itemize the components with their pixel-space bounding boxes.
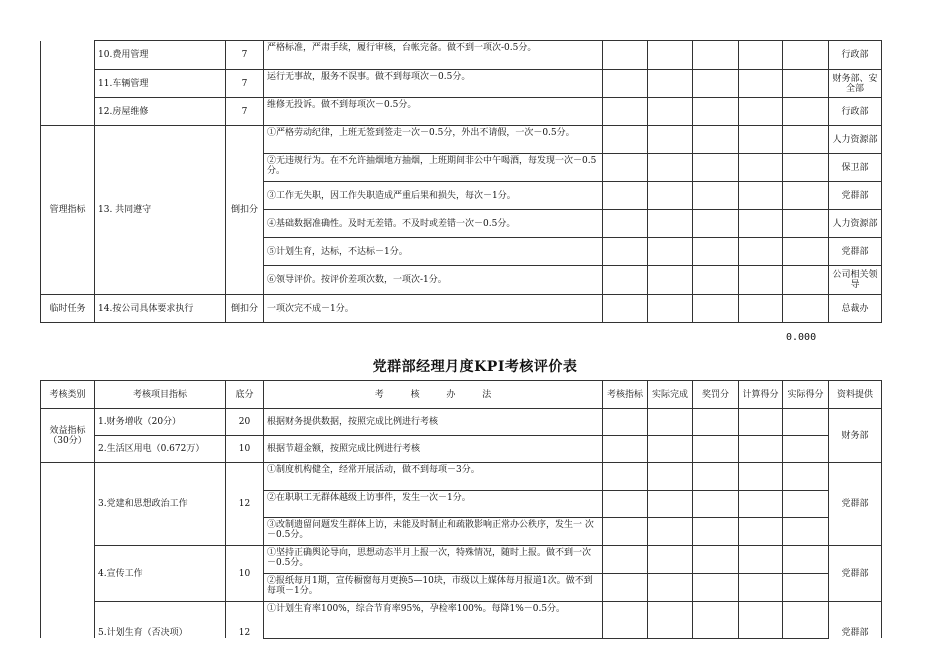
method-cell: ④基础数据准确性。及时无差错。不及时或差错一次－0.5分。 — [264, 210, 603, 238]
score-cell: 7 — [226, 41, 264, 70]
item-cell: 3.党建和思想政治工作 — [95, 463, 226, 546]
table-row — [41, 41, 882, 70]
method-cell: ①严格劳动纪律，上班无签到签走一次－0.5分，外出不请假，一次－0.5分。 — [264, 126, 603, 154]
provider-cell: 财务部、安全部 — [829, 70, 882, 98]
method-cell: 严格标准，严肃手续，履行审核，台帐完备。做不到一项次-0.5分。 — [264, 41, 603, 70]
provider-cell: 总裁办 — [829, 295, 882, 323]
item-cell: 5.计划生育（否决项） — [95, 602, 226, 639]
page-title: 党群部经理月度KPI考核评价表 — [372, 359, 578, 375]
item-cell: 1.财务增收（20分） — [95, 409, 226, 436]
table-row — [41, 546, 882, 574]
method-cell: ①计划生育率100%，综合节育率95%，孕检率100%。每降1%－0.5分。 — [264, 602, 603, 639]
table-row — [41, 463, 882, 491]
score-cell: 10 — [226, 436, 264, 463]
score-cell: 7 — [226, 98, 264, 126]
method-cell: ③工作无失职，因工作失职造成严重后果和损失，每次－1分。 — [264, 182, 603, 210]
item-cell: 10.费用管理 — [95, 41, 226, 70]
method-cell: 运行无事故，服务不误事。做不到每项次－0.5分。 — [264, 70, 603, 98]
method-cell: ⑤计划生育，达标，不达标－1分。 — [264, 238, 603, 266]
top-kpi-table — [40, 40, 882, 323]
provider-cell: 行政部 — [829, 98, 882, 126]
method-cell: ②在职职工无群体越级上访事件，发生一次－1分。 — [264, 491, 603, 518]
table-row — [41, 70, 882, 98]
header-reward: 奖罚分 — [693, 381, 739, 409]
header-real: 实际得分 — [783, 381, 829, 409]
item-cell: 14.按公司具体要求执行 — [95, 295, 226, 323]
provider-cell: 财务部 — [829, 409, 882, 463]
total-value: 0.000 — [786, 332, 817, 343]
method-cell: ②报纸每月1期，宣传橱窗每月更换5—10块，市级以上媒体每月报道1次。做不到每项－1分。 — [264, 574, 603, 602]
provider-cell: 党群部 — [829, 602, 882, 639]
score-cell: 20 — [226, 409, 264, 436]
method-cell: 根据财务提供数据，按照完成比例进行考核 — [264, 409, 603, 436]
method-cell: ①坚持正确舆论导向，思想动态半月上报一次，特殊情况，随时上报。做不到一次－0.5分。 — [264, 546, 603, 574]
item-cell: 4.宣传工作 — [95, 546, 226, 602]
method-cell: 根据节超金额，按照完成比例进行考核 — [264, 436, 603, 463]
header-category: 考核类别 — [41, 381, 95, 409]
header-calc: 计算得分 — [739, 381, 783, 409]
method-cell: ②无违规行为。在不允许抽烟地方抽烟，上班期间非公中午喝酒，每发现一次－0.5分。 — [264, 154, 603, 182]
category-cell: 效益指标（30分） — [41, 409, 95, 463]
score-cell: 12 — [226, 602, 264, 639]
header-provider: 资料提供 — [829, 381, 882, 409]
table-row — [41, 126, 882, 154]
header-target: 考核指标 — [603, 381, 648, 409]
provider-cell: 人力资源部 — [829, 126, 882, 154]
score-cell: 倒扣分 — [226, 126, 264, 295]
table-row — [41, 98, 882, 126]
method-cell: 维修无投诉。做不到每项次－0.5分。 — [264, 98, 603, 126]
score-cell: 7 — [226, 70, 264, 98]
provider-cell: 人力资源部 — [829, 210, 882, 238]
item-cell: 12.房屋维修 — [95, 98, 226, 126]
kpi-evaluation-table — [40, 380, 882, 639]
category-cell — [41, 463, 95, 639]
method-cell: ⑥领导评价。按评价差项次数，一项次-1分。 — [264, 266, 603, 295]
item-cell: 2.生活区用电（0.672万） — [95, 436, 226, 463]
provider-cell: 行政部 — [829, 41, 882, 70]
score-cell: 10 — [226, 546, 264, 602]
item-cell: 13. 共同遵守 — [95, 126, 226, 295]
header-method: 考 核 办 法 — [264, 381, 603, 409]
table-row — [41, 295, 882, 323]
score-cell: 倒扣分 — [226, 295, 264, 323]
method-cell: ①制度机构健全，经常开展活动，做不到每项－3分。 — [264, 463, 603, 491]
item-cell: 11.车辆管理 — [95, 70, 226, 98]
category-cell — [41, 41, 95, 126]
header-row — [41, 381, 882, 409]
provider-cell: 党群部 — [829, 463, 882, 546]
method-cell: ③改制遗留问题发生群体上访，未能及时制止和疏散影响正常办公秩序，发生一 次－0.5分。 — [264, 518, 603, 546]
method-cell: 一项次完不成－1分。 — [264, 295, 603, 323]
provider-cell: 党群部 — [829, 182, 882, 210]
table-row — [41, 436, 882, 463]
provider-cell: 公司相关领导 — [829, 266, 882, 295]
score-cell: 12 — [226, 463, 264, 546]
table-row — [41, 409, 882, 436]
category-cell: 临时任务 — [41, 295, 95, 323]
header-base: 底分 — [226, 381, 264, 409]
header-item: 考核项目指标 — [95, 381, 226, 409]
table-row — [41, 602, 882, 639]
category-cell: 管理指标 — [41, 126, 95, 295]
header-actual: 实际完成 — [648, 381, 693, 409]
provider-cell: 党群部 — [829, 546, 882, 602]
provider-cell: 保卫部 — [829, 154, 882, 182]
provider-cell: 党群部 — [829, 238, 882, 266]
